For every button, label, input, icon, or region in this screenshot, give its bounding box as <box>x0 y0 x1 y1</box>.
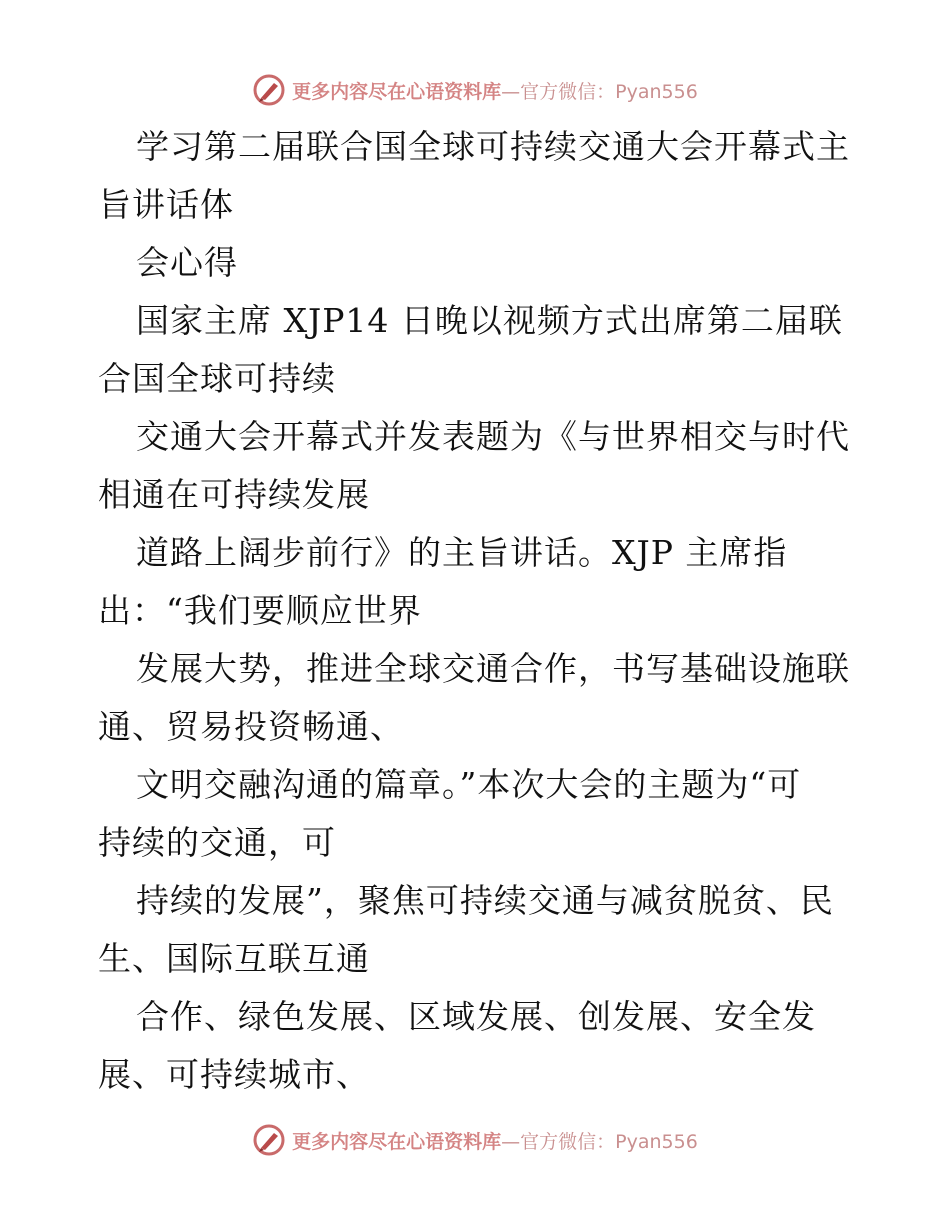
body-line: 持续的发展”，聚焦可持续交通与减贫脱贫、民 <box>136 881 834 920</box>
footer-watermark-text <box>292 1127 698 1154</box>
footer-watermark <box>0 1120 950 1160</box>
body-line: 出：“我们要顺应世界 <box>98 591 422 630</box>
footer-watermark-brand: 更多内容尽在心语资料库 <box>292 1130 502 1153</box>
body-line: 旨讲话体 <box>98 185 234 224</box>
body-line: 交通大会开幕式并发表题为《与世界相交与时代 <box>136 417 850 456</box>
body-line: 道路上阔步前行》的主旨讲话。XJP 主席指 <box>136 533 788 572</box>
header-watermark-contact: —官方微信：Pyan556 <box>501 80 698 103</box>
header-watermark-inner <box>252 73 698 107</box>
footer-watermark-inner <box>252 1123 698 1157</box>
body-line: 会心得 <box>136 243 238 282</box>
header-watermark-brand: 更多内容尽在心语资料库 <box>292 80 502 103</box>
body-line: 学习第二届联合国全球可持续交通大会开幕式主 <box>136 127 850 166</box>
body-line: 通、贸易投资畅通、 <box>98 707 404 746</box>
header-watermark <box>0 70 950 110</box>
body-line: 文明交融沟通的篇章。”本次大会的主题为“可 <box>136 765 802 804</box>
pen-logo-icon <box>252 1123 286 1157</box>
document-body <box>98 118 858 1104</box>
header-watermark-text <box>292 77 698 104</box>
body-line: 持续的交通，可 <box>98 823 336 862</box>
pen-logo-icon <box>252 73 286 107</box>
body-line: 相通在可持续发展 <box>98 475 370 514</box>
body-line: 发展大势，推进全球交通合作，书写基础设施联 <box>136 649 850 688</box>
body-line: 生、国际互联互通 <box>98 939 370 978</box>
body-line: 国家主席 XJP14 日晚以视频方式出席第二届联 <box>136 301 843 340</box>
body-line: 展、可持续城市、 <box>98 1055 370 1094</box>
body-line: 合国全球可持续 <box>98 359 336 398</box>
footer-watermark-contact: —官方微信：Pyan556 <box>501 1130 698 1153</box>
body-line: 合作、绿色发展、区域发展、创发展、安全发 <box>136 997 816 1036</box>
